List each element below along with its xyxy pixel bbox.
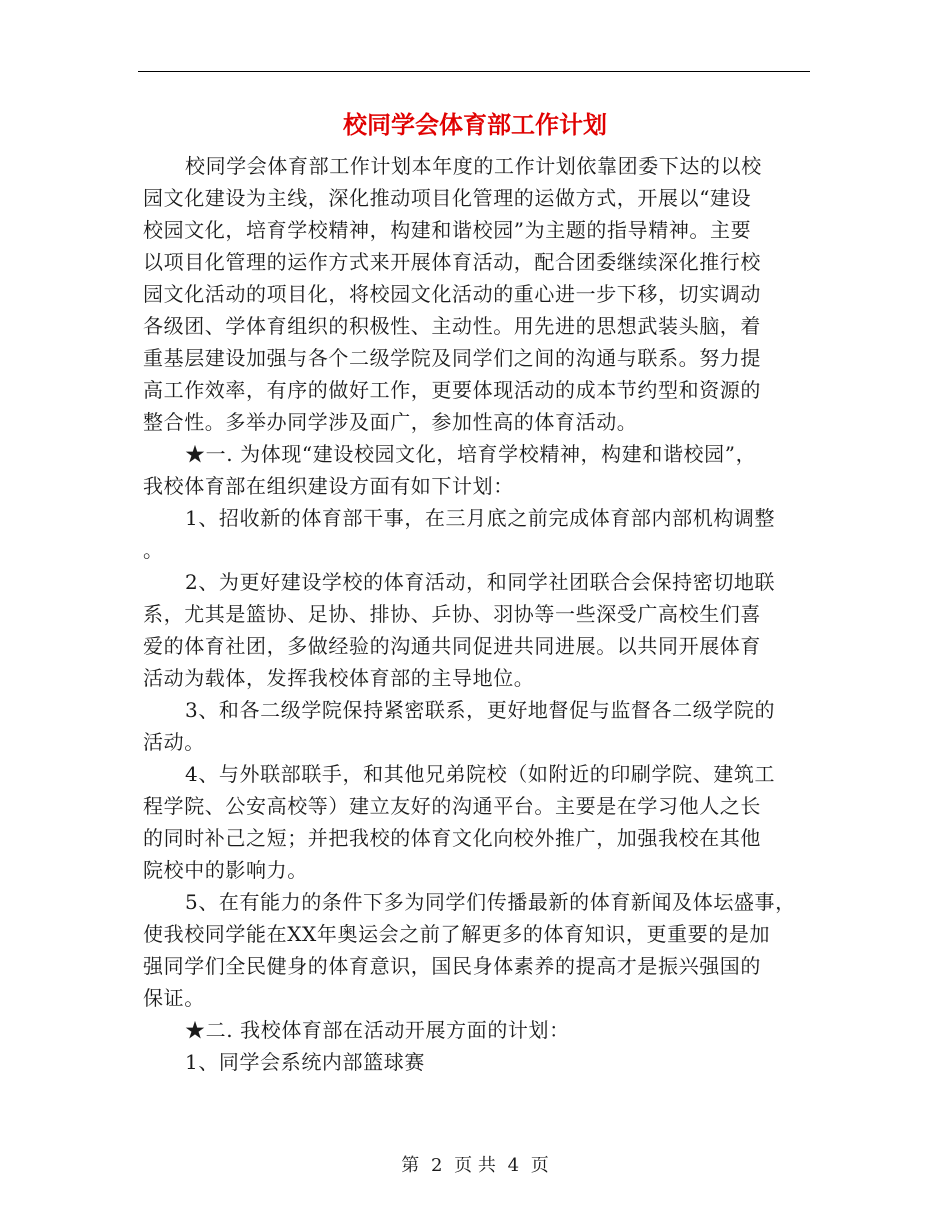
list-item-5: 5、在有能力的条件下多为同学们传播最新的体育新闻及体坛盛事， <box>185 890 796 914</box>
current-page-number: 2 <box>430 1155 443 1176</box>
body-line: 整合性。多举办同学涉及面广，参加性高的体育活动。 <box>143 410 638 434</box>
body-line: 使我校同学能在XX年奥运会之前了解更多的体育知识，更重要的是加 <box>143 922 771 946</box>
body-line: 强同学们全民健身的体育意识，国民身体素养的提高才是振兴强国的 <box>143 954 761 978</box>
list-item-6: 1、同学会系统内部篮球赛 <box>185 1050 425 1074</box>
body-line: 我校体育部在组织建设方面有如下计划： <box>143 474 514 498</box>
body-line: 校园文化，培育学校精神，构建和谐校园”为主题的指导精神。主要 <box>143 218 752 242</box>
body-line: 活动为载体，发挥我校体育部的主导地位。 <box>143 666 535 690</box>
body-line: 校同学会体育部工作计划本年度的工作计划依靠团委下达的以校 <box>185 154 762 178</box>
body-line: 重基层建设加强与各个二级学院及同学们之间的沟通与联系。努力提 <box>143 346 761 370</box>
document-title: 校同学会体育部工作计划 <box>343 110 607 139</box>
document-body <box>143 150 815 1078</box>
list-item-1: 1、招收新的体育部干事，在三月底之前完成体育部内部机构调整 <box>185 506 776 530</box>
body-line: 各级团、学体育组织的积极性、主动性。用先进的思想武装头脑，着 <box>143 314 761 338</box>
footer-suffix: 页 <box>530 1155 549 1176</box>
body-line: 保证。 <box>143 986 205 1010</box>
list-item-2: 2、为更好建设学校的体育活动，和同学社团联合会保持密切地联 <box>185 570 776 594</box>
body-line: 爱的体育社团，多做经验的沟通共同促进共同进展。以共同开展体育 <box>143 634 761 658</box>
header-rule <box>138 71 810 72</box>
page-footer <box>0 1154 950 1178</box>
body-line: 的同时补己之短；并把我校的体育文化向校外推广，加强我校在其他 <box>143 826 761 850</box>
total-pages: 4 <box>507 1155 520 1176</box>
section-heading-2: ★二. 我校体育部在活动开展方面的计划： <box>185 1018 570 1042</box>
body-line: 系，尤其是篮协、足协、排协、乒协、羽协等一些深受广高校生们喜 <box>143 602 761 626</box>
body-line: 园文化建设为主线，深化推动项目化管理的运做方式，开展以“建设 <box>143 186 752 210</box>
footer-prefix: 第 <box>401 1155 420 1176</box>
body-line: 。 <box>143 538 164 562</box>
list-item-4: 4、与外联部联手，和其他兄弟院校（如附近的印刷学院、建筑工 <box>185 762 776 786</box>
body-line: 活动。 <box>143 730 205 754</box>
footer-mid: 页 共 <box>454 1155 496 1176</box>
body-line: 程学院、公安高校等）建立友好的沟通平台。主要是在学习他人之长 <box>143 794 761 818</box>
body-line: 高工作效率，有序的做好工作，更要体现活动的成本节约型和资源的 <box>143 378 761 402</box>
list-item-3: 3、和各二级学院保持紧密联系，更好地督促与监督各二级学院的 <box>185 698 776 722</box>
body-line: 园文化活动的项目化，将校园文化活动的重心进一步下移，切实调动 <box>143 282 761 306</box>
body-line: 院校中的影响力。 <box>143 858 308 882</box>
body-line: 以项目化管理的运作方式来开展体育活动，配合团委继续深化推行校 <box>143 250 761 274</box>
section-heading-1: ★一. 为体现“建设校园文化，培育学校精神，构建和谐校园”， <box>185 442 757 466</box>
